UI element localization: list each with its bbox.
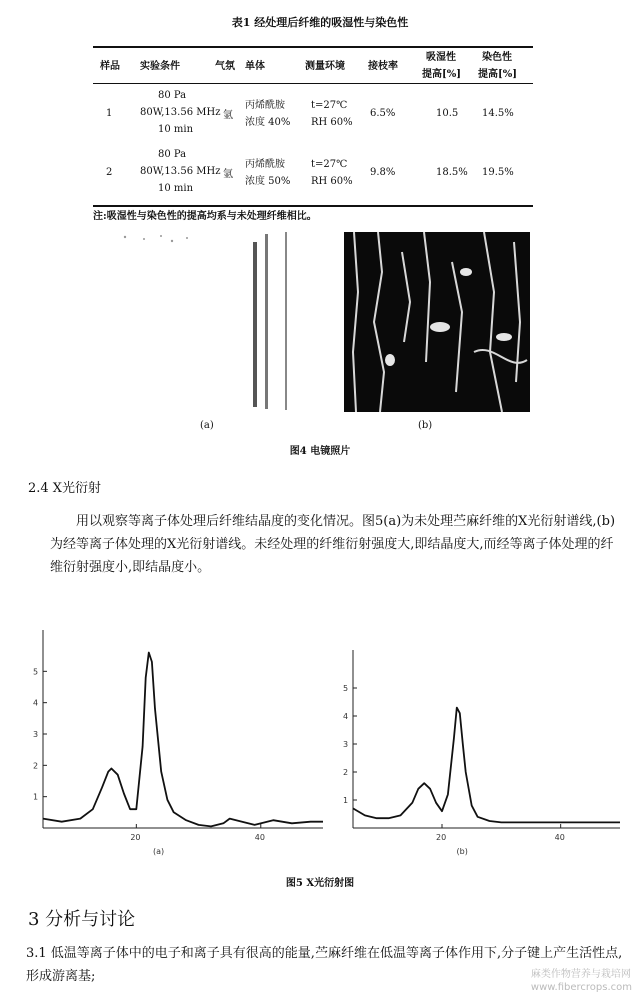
chart-label: (b) (456, 847, 468, 856)
table-cell: 10 min (158, 183, 194, 194)
xrd-chart-a (25, 620, 330, 860)
fig4a-photo (120, 232, 320, 412)
section-paragraph: 用以观察等离子体处理后纤维结晶度的变化情况。图5(a)为未处理苎麻纤维的X光衍射谱线,(b)为经等离子体处理的X光衍射谱线。未经处理的纤维衍射强度大,即结晶度大,而经等离子体处理的纤维衍射强度小,即结晶度小。 (50, 514, 616, 575)
table-header: 提高[%] (478, 69, 517, 80)
chart-label: (a) (153, 847, 165, 856)
table-cell: 14.5% (482, 108, 514, 119)
diffraction-curve (353, 708, 620, 823)
table-cell: 氩 (223, 110, 233, 121)
table-note: 注:吸湿性与染色性的提高均系与未处理纤维相比。 (93, 211, 317, 222)
table-cell: RH 60% (311, 117, 353, 128)
table-cell: t=27℃ (311, 159, 348, 170)
table-top-rule (93, 46, 533, 48)
table-header: 测量环境 (305, 61, 345, 72)
y-tick-label: 3 (33, 730, 39, 739)
section-heading: 2.4 X光衍射 (28, 481, 102, 496)
fig4-label-b: (b) (418, 420, 433, 431)
y-tick-label: 5 (33, 667, 39, 677)
table-header: 气氛 (215, 61, 235, 72)
watermark-line2: www.fibercrops.com (530, 982, 632, 993)
x-tick-label: 20 (130, 833, 141, 842)
table-cell: 10 min (158, 124, 194, 135)
fig5-caption: 图5 X光衍射图 (285, 878, 355, 889)
table-cell: 80 Pa (158, 149, 187, 160)
y-tick-label: 4 (343, 712, 349, 721)
fig4-label-a: (a) (200, 420, 214, 431)
fig4b-photo (344, 232, 530, 412)
y-tick-label: 5 (343, 684, 349, 693)
y-tick-label: 2 (343, 768, 349, 777)
table-cell: 丙烯酰胺 (245, 159, 285, 170)
table-cell: 浓度 40% (245, 117, 291, 128)
y-tick-label: 4 (33, 698, 39, 708)
section-heading-3: 3 分析与讨论 (28, 909, 136, 930)
table-cell: 浓度 50% (245, 176, 291, 187)
diffraction-curve (43, 653, 323, 827)
xrd-chart-b (335, 650, 625, 860)
y-tick-label: 1 (33, 792, 39, 802)
table-cell: 10.5 (436, 108, 459, 119)
table-header: 样品 (100, 61, 120, 72)
table-caption: 表1 经处理后纤维的吸湿性与染色性 (231, 16, 409, 29)
x-tick-label: 40 (554, 833, 565, 842)
watermark (531, 968, 632, 994)
table-cell: 80 Pa (158, 90, 187, 101)
y-tick-label: 3 (343, 740, 349, 749)
table-cell: 18.5% (436, 167, 468, 178)
table-cell: 氩 (223, 169, 233, 180)
table-cell: 1 (106, 108, 113, 119)
table-cell: 19.5% (482, 167, 514, 178)
table-cell: t=27℃ (311, 100, 348, 111)
watermark-line1: 麻类作物营养与栽培网 (530, 969, 631, 980)
table-bottom-rule (93, 205, 533, 207)
table-cell: 9.8% (370, 167, 396, 178)
table-header: 实验条件 (140, 61, 180, 72)
y-tick-label: 1 (343, 796, 349, 805)
table-header-rule (93, 83, 533, 84)
y-tick-label: 2 (33, 761, 39, 771)
table-cell: 丙烯酰胺 (245, 100, 285, 111)
table-cell: RH 60% (311, 176, 353, 187)
table-header: 吸湿性 (426, 52, 456, 63)
table-header: 染色性 (482, 52, 512, 63)
table-cell: 2 (106, 167, 113, 178)
table-cell: 6.5% (370, 108, 396, 119)
table-cell: 80W,13.56 MHz (140, 107, 221, 118)
table-cell: 80W,13.56 MHz (140, 166, 221, 177)
section-paragraph-3: 3.1 低温等离子体中的电子和离子具有很高的能量,苎麻纤维在低温等离子体作用下,分子键上产生活性点,形成游离基; (26, 946, 623, 984)
fig4-caption: 图4 电镜照片 (289, 446, 351, 457)
table-header: 单体 (245, 61, 265, 72)
table-header: 接枝率 (368, 61, 398, 72)
x-tick-label: 40 (254, 833, 265, 842)
table-header: 提高[%] (422, 69, 461, 80)
x-tick-label: 20 (436, 833, 447, 842)
